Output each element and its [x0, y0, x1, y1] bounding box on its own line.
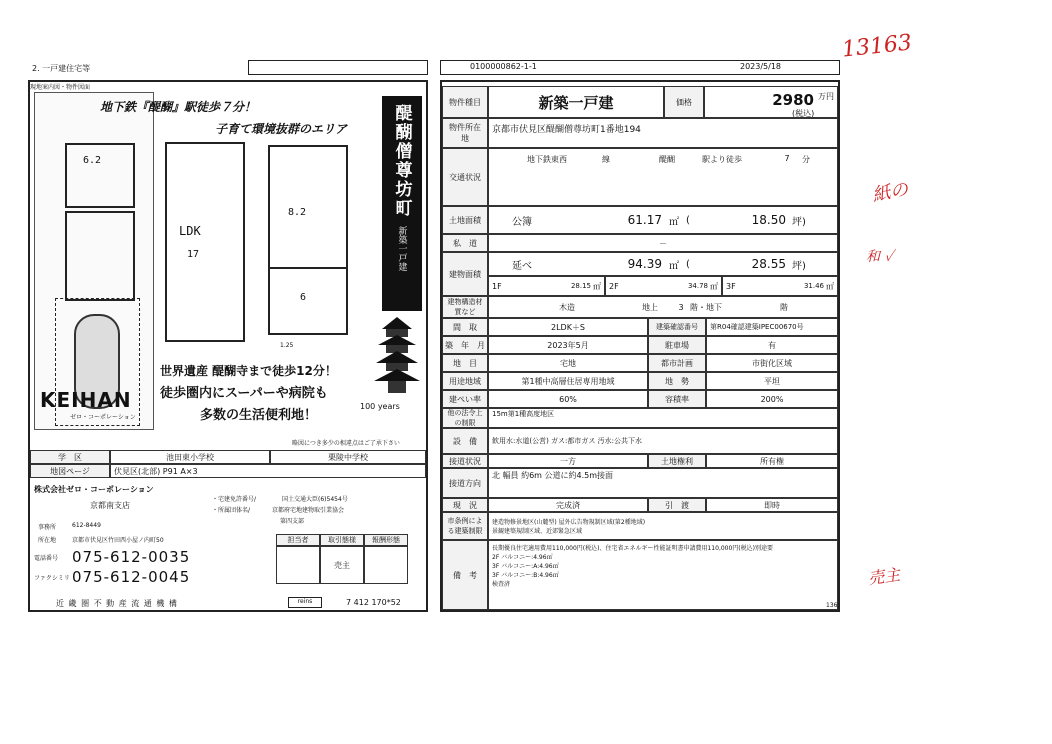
access: 一方: [488, 454, 648, 468]
company-name: 株式会社ゼロ・コーポレーション: [34, 485, 154, 494]
remarks-1: 長期優良住宅適用費用110,000円(税込)、住宅省エネルギー性能証明書申請費用110,000円(税込)別途要: [492, 545, 773, 552]
anniversary-logo: 100 years: [360, 402, 400, 411]
doc-number: 0100000862-1-1: [470, 62, 537, 71]
city-plan: 市街化区域: [706, 354, 838, 372]
floor-plan-2f: [165, 142, 245, 342]
bldg-tsubo: 28.55: [751, 257, 786, 271]
law-label: 他の法令上の制限: [442, 408, 488, 428]
price-label: 価格: [664, 86, 704, 118]
catch-station: 地下鉄『醍醐』駅徒歩７分！: [100, 100, 257, 114]
land-tsubo-unit: 坪): [792, 216, 806, 228]
handover-label: 引 渡: [648, 498, 706, 512]
junior-school: 栗陵中学校: [270, 450, 426, 464]
map-label: 現地案内図・物件図面: [30, 84, 91, 91]
confirm-number: 第R04確認建築IPEC00670号: [706, 318, 838, 336]
office-label: 事務所: [38, 524, 57, 531]
floor-1-unit: ㎡: [593, 281, 601, 291]
land-tsubo: 18.50: [751, 213, 786, 227]
direction: 北 幅員 約6m 公道に約4.5m接面: [488, 468, 838, 498]
built-label: 築 年 月: [442, 336, 488, 354]
layout-label: 間 取: [442, 318, 488, 336]
room-label-62: 6.2: [83, 155, 102, 166]
divider: [270, 267, 348, 269]
land-category: 宅地: [488, 354, 648, 372]
structure-label: 建物構造材質など: [442, 296, 488, 318]
reins-logo: reins: [288, 597, 322, 608]
cityplan-label: 都市計画: [648, 354, 706, 372]
structure: 木造: [559, 302, 575, 312]
page-number: 136: [826, 602, 838, 609]
room-label-ldk: LDK: [179, 224, 201, 238]
handwritten-number: 13163: [840, 30, 914, 63]
zone-label: 用途地域: [442, 372, 488, 390]
site-map: [34, 92, 154, 430]
floor-3-unit: ㎡: [826, 281, 834, 291]
floor-3-label: 3F: [726, 281, 736, 291]
equipment: 飲用水:水道(公営) ガス:都市ガス 汚水:公共下水: [488, 428, 838, 454]
association: 京都府宅地建物取引業協会: [272, 507, 345, 514]
floor-3: [722, 276, 838, 296]
office-address: 京都市伏見区竹田西小屋ノ内町50: [72, 537, 164, 544]
layout: 2LDK＋S: [488, 318, 648, 336]
fee-label: 報酬形態: [364, 534, 408, 546]
price-box: [704, 86, 838, 118]
bldg-type: 延べ: [512, 260, 532, 272]
catch-convenience: 多数の生活便利地！: [200, 408, 318, 423]
parking-label: 駐車場: [648, 336, 706, 354]
tel-number[interactable]: 075-612-0035: [72, 548, 191, 566]
elementary-school: 池田東小学校: [110, 450, 270, 464]
land-row: [488, 206, 838, 234]
built-date: 2023年5月: [488, 336, 648, 354]
equip-label: 設 備: [442, 428, 488, 454]
far-label: 容積率: [648, 390, 706, 408]
structure-row: [488, 296, 838, 318]
handwriting-3: 売主: [866, 564, 902, 589]
assoc-label: ・所属団体名/: [212, 507, 251, 514]
floor-1-label: 1F: [492, 281, 502, 291]
property-type: 新築一戸建: [488, 86, 664, 118]
bldg-tsubo-unit: 坪): [792, 260, 806, 272]
deal-type-label: 取引態様: [320, 534, 364, 546]
room-label-17: 17: [187, 249, 200, 260]
land-type: 公簿: [512, 216, 532, 228]
landcat-label: 地 目: [442, 354, 488, 372]
license-label: ・宅建免許番号/: [212, 496, 257, 503]
ordinance-2: 景観建築規制区域、近郊緊急区域: [492, 528, 583, 535]
remarks-4: 3F バルコニー:B:4.96㎡: [492, 572, 559, 579]
remarks: [488, 540, 838, 610]
confirm-label: 建築確認番号: [648, 318, 706, 336]
access-label: 接道状況: [442, 454, 488, 468]
handwriting-1: 紙の: [870, 179, 910, 206]
remarks-label: 備 考: [442, 540, 488, 610]
floor-2-label: 2F: [609, 281, 619, 291]
walk-unit: 分: [802, 155, 810, 164]
landright-label: 土地権利: [648, 454, 706, 468]
remarks-2: 2F バルコニー:4.96㎡: [492, 554, 553, 561]
handwriting-2: 和 ✓: [866, 249, 894, 265]
staff-value: [276, 546, 320, 584]
bcr-label: 建ぺい率: [442, 390, 488, 408]
below-unit: 階: [780, 302, 788, 312]
traffic-row: [488, 148, 838, 206]
location-label: 物件所在地: [442, 118, 488, 148]
bcr: 60%: [488, 390, 648, 408]
land-m2: 61.17: [627, 213, 662, 227]
below-label: 階・地下: [690, 302, 722, 312]
land-paren: (: [686, 214, 690, 226]
far: 200%: [706, 390, 838, 408]
status: 完成済: [488, 498, 648, 512]
private-road: －: [488, 234, 838, 252]
header-blank: [248, 60, 428, 75]
school-label: 学 区: [30, 450, 110, 464]
floor-2: [605, 276, 722, 296]
license: 国土交通大臣(6)5454号: [282, 496, 348, 503]
catch-temple: 世界遺産 醍醐寺まで徒歩12分！: [160, 364, 337, 378]
doc-date: 2023/5/18: [740, 62, 782, 71]
status-label: 現 況: [442, 498, 488, 512]
bldg-m2-unit: ㎡: [669, 260, 679, 272]
terrain: 平坦: [706, 372, 838, 390]
catch-shopping: 徒歩圏内にスーパーや病院も: [160, 386, 328, 401]
price-unit: 万円: [818, 92, 834, 101]
terrain-label: 地 勢: [648, 372, 706, 390]
section-title: 2. 一戸建住宅等: [32, 64, 91, 73]
association-branch: 第四支部: [280, 518, 305, 525]
room-label-82: 8.2: [288, 207, 307, 218]
walk-minutes: 7: [784, 154, 790, 163]
remarks-5: 検査済: [492, 581, 511, 588]
fee-value: [364, 546, 408, 584]
direction-label: 接道方向: [442, 468, 488, 498]
floor-1: [488, 276, 605, 296]
floor-2-unit: ㎡: [710, 281, 718, 291]
build-type-vertical: 新築一戸建: [396, 226, 407, 271]
map-page-label: 地図ページ: [30, 464, 110, 478]
staff-label: 担当者: [276, 534, 320, 546]
brand-logo: KEIHAN: [40, 388, 132, 412]
land-label: 土地面積: [442, 206, 488, 234]
floor-1-value: 28.15: [570, 282, 591, 290]
ordinance: [488, 512, 838, 540]
floor-3-value: 31.46: [803, 282, 824, 290]
zone: 第1種中高層住居専用地域: [488, 372, 648, 390]
bldg-label: 建物面積: [442, 252, 488, 296]
station-name: 醍醐僧尊坊町: [391, 104, 412, 218]
catch-family: 子育て環境抜群のエリア: [215, 122, 348, 136]
brand-sub: ゼロ・コーポレーション: [70, 414, 136, 421]
price: 2980: [772, 91, 814, 109]
land-right: 所有権: [706, 454, 838, 468]
type-label: 物件種目: [442, 86, 488, 118]
wet-area: [65, 211, 135, 301]
disclaimer: 略図につき多少の相違点はご了承下さい: [292, 440, 400, 447]
station-name-right: 醍醐: [659, 155, 675, 164]
ordinance-label: 市条例による建築制限: [442, 512, 488, 540]
land-m2-unit: ㎡: [669, 216, 679, 228]
room-outline: [65, 143, 135, 208]
property-location: 京都市伏見区醍醐僧尊坊町1番地194: [488, 118, 838, 148]
floor-2-value: 34.78: [687, 282, 708, 290]
tel-label: 電話番号: [34, 555, 59, 562]
law: 15m第1種高度地区: [488, 408, 838, 428]
remarks-3: 3F バルコニー:A:4.96㎡: [492, 563, 559, 570]
address-label: 所在地: [38, 537, 57, 544]
fax-label: ファクシミリ: [34, 575, 70, 582]
line-name: 地下鉄東西: [527, 155, 567, 164]
station-sign: [382, 96, 422, 311]
traffic-label: 交通状況: [442, 148, 488, 206]
property-code: 7 412 170*52: [346, 598, 401, 607]
deal-type: 売主: [320, 546, 364, 584]
scale-label: 1.25: [280, 342, 294, 349]
above-label: 地上: [642, 302, 658, 312]
private-road-label: 私 道: [442, 234, 488, 252]
pagoda-icon: [372, 315, 422, 395]
floor-plan-3f: [268, 145, 348, 335]
map-page: 伏見区(北部) P91 A×3: [110, 464, 426, 478]
fax-number: 075-612-0045: [72, 568, 191, 586]
handover: 即時: [706, 498, 838, 512]
bldg-m2: 94.39: [627, 257, 662, 271]
postal-code: 612-8449: [72, 522, 101, 529]
bldg-paren: (: [686, 258, 690, 270]
line-suffix: 線: [602, 155, 610, 164]
walk-label: 駅より徒歩: [702, 155, 742, 164]
footer-org: 近 畿 圏 不 動 産 流 通 機 構: [56, 599, 178, 608]
room-label-6: 6: [300, 292, 307, 303]
ordinance-1: 建造物修景地区(山麓型) 屋外広告物規制区域(第2種地域): [492, 519, 646, 526]
tax-note: (税込): [792, 109, 815, 118]
parking: 有: [706, 336, 838, 354]
branch-name: 京都南支店: [90, 501, 130, 510]
bldg-row: [488, 252, 838, 276]
above-floors: 3: [678, 302, 684, 312]
